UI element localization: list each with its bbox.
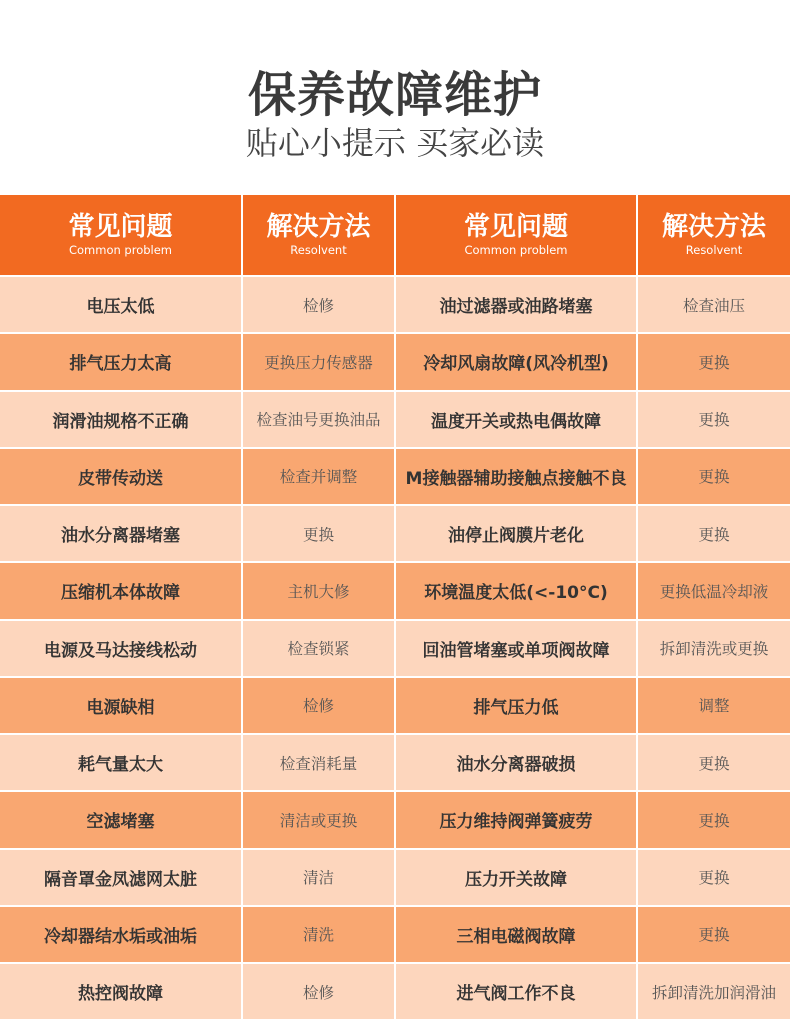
solution-cell: 清洁或更换 <box>243 792 394 847</box>
problem-cell: 电压太低 <box>0 277 241 332</box>
problem-cell: 三相电磁阀故障 <box>396 907 636 962</box>
header-title-zh: 解决方法 <box>266 211 371 242</box>
problem-cell: 压力开关故障 <box>396 850 636 905</box>
table-row <box>0 964 790 1019</box>
header-title-zh: 常见问题 <box>68 211 173 242</box>
page-title: 保养故障维护 <box>247 67 542 123</box>
problem-cell: 冷却器结水垢或油垢 <box>0 907 241 962</box>
solution-cell: 检查消耗量 <box>243 735 394 790</box>
solution-cell: 更换 <box>638 792 790 847</box>
problem-cell: 耗气量太大 <box>0 735 241 790</box>
problem-cell: 隔音罩金凤滤网太脏 <box>0 850 241 905</box>
problem-cell: 温度开关或热电偶故障 <box>396 392 636 447</box>
problem-cell: 润滑油规格不正确 <box>0 392 241 447</box>
solution-cell: 检查油压 <box>638 277 790 332</box>
table-row <box>0 563 790 618</box>
problem-cell: 排气压力太高 <box>0 334 241 389</box>
solution-cell: 拆卸清洗加润滑油 <box>638 964 790 1019</box>
header-cell-solution-a <box>243 195 394 275</box>
header-cell-problem-b <box>396 195 636 275</box>
solution-cell: 检查锁紧 <box>243 621 394 676</box>
problem-cell: 空滤堵塞 <box>0 792 241 847</box>
maintenance-table <box>0 195 790 1020</box>
table-row <box>0 735 790 790</box>
solution-cell: 检查并调整 <box>243 449 394 504</box>
solution-cell: 清洗 <box>243 907 394 962</box>
problem-cell: 油停止阀膜片老化 <box>396 506 636 561</box>
problem-cell: 压缩机本体故障 <box>0 563 241 618</box>
problem-cell: 皮带传动送 <box>0 449 241 504</box>
solution-cell: 拆卸清洗或更换 <box>638 621 790 676</box>
header-title-zh: 常见问题 <box>463 211 568 242</box>
problem-cell: 热控阀故障 <box>0 964 241 1019</box>
solution-cell: 调整 <box>638 678 790 733</box>
problem-cell: 油水分离器堵塞 <box>0 506 241 561</box>
solution-cell: 检修 <box>243 277 394 332</box>
table-row <box>0 907 790 962</box>
table-row <box>0 850 790 905</box>
solution-cell: 更换 <box>638 392 790 447</box>
problem-cell: 压力维持阀弹簧疲劳 <box>396 792 636 847</box>
solution-cell: 更换 <box>638 449 790 504</box>
header-cell-problem-a <box>0 195 241 275</box>
header-title-en: Resolvent <box>685 242 743 257</box>
header-cell-solution-b <box>638 195 790 275</box>
table-row <box>0 678 790 733</box>
solution-cell: 更换 <box>638 735 790 790</box>
table-header-row <box>0 195 790 275</box>
solution-cell: 清洁 <box>243 850 394 905</box>
page-subtitle: 贴心小提示 买家必读 <box>245 124 545 162</box>
table-row <box>0 277 790 332</box>
table-row <box>0 792 790 847</box>
header-title-en: Common problem <box>68 242 173 257</box>
table-row <box>0 506 790 561</box>
problem-cell: 电源缺相 <box>0 678 241 733</box>
problem-cell: 冷却风扇故障(风冷机型) <box>396 334 636 389</box>
solution-cell: 更换低温冷却液 <box>638 563 790 618</box>
problem-cell: 油水分离器破损 <box>396 735 636 790</box>
table-row <box>0 449 790 504</box>
table-row <box>0 392 790 447</box>
solution-cell: 检修 <box>243 964 394 1019</box>
header-title-zh: 解决方法 <box>661 211 766 242</box>
solution-cell: 更换 <box>638 907 790 962</box>
solution-cell: 更换 <box>638 850 790 905</box>
problem-cell: 电源及马达接线松动 <box>0 621 241 676</box>
solution-cell: 更换 <box>638 334 790 389</box>
problem-cell: 环境温度太低(<-10°C) <box>396 563 636 618</box>
solution-cell: 主机大修 <box>243 563 394 618</box>
solution-cell: 更换 <box>243 506 394 561</box>
problem-cell: 回油管堵塞或单项阀故障 <box>396 621 636 676</box>
problem-cell: 油过滤器或油路堵塞 <box>396 277 636 332</box>
table-row <box>0 621 790 676</box>
problem-cell: 进气阀工作不良 <box>396 964 636 1019</box>
header-title-en: Common problem <box>464 242 568 257</box>
solution-cell: 更换压力传感器 <box>243 334 394 389</box>
table-row <box>0 334 790 389</box>
solution-cell: 检修 <box>243 678 394 733</box>
solution-cell: 更换 <box>638 506 790 561</box>
problem-cell: M接触器辅助接触点接触不良 <box>396 449 636 504</box>
header-title-en: Resolvent <box>290 242 347 257</box>
solution-cell: 检查油号更换油品 <box>243 392 394 447</box>
problem-cell: 排气压力低 <box>396 678 636 733</box>
